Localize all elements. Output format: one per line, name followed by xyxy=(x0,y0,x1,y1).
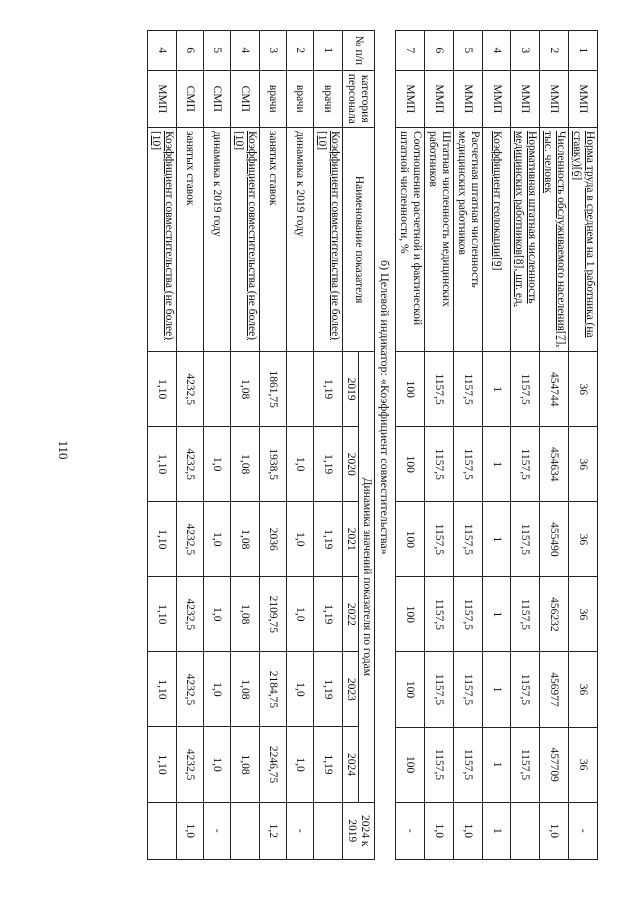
indicator-caption: б) Целевой индикатор: «Коэффициент совместительства» xyxy=(378,260,392,555)
row-value: 1,19 xyxy=(314,727,343,802)
row-value: 36 xyxy=(569,502,598,577)
row-indicator-name: занятых ставок xyxy=(260,127,287,351)
row-value: 1,10 xyxy=(148,577,177,652)
row-number: 7 xyxy=(396,31,425,71)
row-number: 5 xyxy=(454,31,483,71)
row-value: 100 xyxy=(396,502,425,577)
row-indicator-name: динамика к 2019 году xyxy=(287,127,314,351)
table-row xyxy=(511,31,540,860)
row-value: 36 xyxy=(569,577,598,652)
table-row xyxy=(454,31,483,860)
header-indicator-name: Наименование показателя xyxy=(343,127,375,351)
row-value: 456232 xyxy=(540,577,569,652)
row-ratio xyxy=(231,802,260,859)
row-number: 4 xyxy=(231,31,260,71)
row-number: 4 xyxy=(483,31,511,71)
header-year: 2022 xyxy=(343,577,359,652)
row-value: 454634 xyxy=(540,427,569,502)
row-value: 100 xyxy=(396,577,425,652)
table-row xyxy=(260,31,287,860)
row-value: 1,0 xyxy=(287,427,314,502)
row-value: 1,10 xyxy=(148,652,177,727)
row-value: 1,19 xyxy=(314,652,343,727)
row-value: 100 xyxy=(396,727,425,802)
row-value: 1,0 xyxy=(204,427,231,502)
row-value: 1,19 xyxy=(314,427,343,502)
row-value: 1,0 xyxy=(287,502,314,577)
row-category: врачи xyxy=(287,70,314,127)
row-category: ММП xyxy=(148,70,177,127)
row-category: СМП xyxy=(231,70,260,127)
row-number: 2 xyxy=(540,31,569,71)
row-value: 1,19 xyxy=(314,577,343,652)
row-category: ММП xyxy=(425,70,454,127)
row-indicator-name: Соотношение расчетной и фактической штатной численности, % xyxy=(396,127,425,351)
header-category: категория персонала xyxy=(343,70,375,127)
row-value: 455490 xyxy=(540,502,569,577)
row-value: 1157,5 xyxy=(425,727,454,802)
staffing-table-body xyxy=(396,31,598,860)
row-indicator-name: Коэффициент совместительства (не более) [10] xyxy=(231,127,260,351)
row-value: 1861,75 xyxy=(260,352,287,427)
row-value: 1,19 xyxy=(314,352,343,427)
row-number: 4 xyxy=(148,31,177,71)
row-indicator-name: Коэффициент совместительства (не более) [10] xyxy=(148,127,177,351)
row-value: 100 xyxy=(396,352,425,427)
row-value: 1,0 xyxy=(204,727,231,802)
row-ratio: - xyxy=(569,802,598,859)
table-row xyxy=(314,31,343,860)
header-year: 2021 xyxy=(343,502,359,577)
row-value: 1,0 xyxy=(287,577,314,652)
page-number: 110 xyxy=(56,440,71,460)
row-category: ММП xyxy=(540,70,569,127)
header-number: № п/п xyxy=(343,31,375,71)
row-value: 1938,5 xyxy=(260,427,287,502)
row-value: 1,0 xyxy=(204,652,231,727)
row-value: 1,0 xyxy=(287,652,314,727)
table-row xyxy=(540,31,569,860)
row-ratio: - xyxy=(396,802,425,859)
row-value: 1157,5 xyxy=(511,727,540,802)
row-number: 1 xyxy=(314,31,343,71)
row-value: 1157,5 xyxy=(425,502,454,577)
row-indicator-name: Расчетная штатная численность медицинских работников xyxy=(454,127,483,351)
row-value: 1157,5 xyxy=(454,352,483,427)
row-ratio: 1 xyxy=(483,802,511,859)
header-year: 2023 xyxy=(343,652,359,727)
row-value: 2246,75 xyxy=(260,727,287,802)
row-indicator-name: Численность обслуживаемого населения[7], тыс. человек xyxy=(540,127,569,351)
row-value: 1157,5 xyxy=(425,352,454,427)
row-value: 1,10 xyxy=(148,427,177,502)
table-row xyxy=(287,31,314,860)
table-row xyxy=(396,31,425,860)
coefficient-table xyxy=(147,30,375,860)
row-ratio: 1,0 xyxy=(540,802,569,859)
row-value: 100 xyxy=(396,652,425,727)
row-value: 1 xyxy=(483,352,511,427)
row-category: ММП xyxy=(454,70,483,127)
row-value: 1,10 xyxy=(148,502,177,577)
row-category: СМП xyxy=(204,70,231,127)
row-value: 1 xyxy=(483,652,511,727)
row-indicator-name: динамика к 2019 году xyxy=(204,127,231,351)
row-value: 1157,5 xyxy=(511,577,540,652)
row-value: 1,08 xyxy=(231,352,260,427)
row-value: 2109,75 xyxy=(260,577,287,652)
row-ratio: 1,2 xyxy=(260,802,287,859)
header-ratio: 2024 к 2019 xyxy=(343,802,375,859)
table-row xyxy=(483,31,511,860)
row-category: ММП xyxy=(483,70,511,127)
row-value: 1157,5 xyxy=(425,652,454,727)
row-value: 456977 xyxy=(540,652,569,727)
table-row xyxy=(204,31,231,860)
rotated-content xyxy=(68,30,598,860)
row-value: 36 xyxy=(569,352,598,427)
row-value: 454744 xyxy=(540,352,569,427)
row-value: 1157,5 xyxy=(425,427,454,502)
row-value: 1157,5 xyxy=(454,427,483,502)
row-value: 1,19 xyxy=(314,502,343,577)
row-number: 6 xyxy=(177,31,204,71)
row-value: 1157,5 xyxy=(425,577,454,652)
row-number: 5 xyxy=(204,31,231,71)
row-value: 1157,5 xyxy=(511,502,540,577)
row-value: 1,08 xyxy=(231,427,260,502)
header-year: 2019 xyxy=(343,352,359,427)
header-dynamics: Динамика значений показателя по годам xyxy=(359,352,375,802)
row-number: 2 xyxy=(287,31,314,71)
row-value: 2184,75 xyxy=(260,652,287,727)
row-value: 1157,5 xyxy=(454,577,483,652)
row-value: 1,08 xyxy=(231,652,260,727)
row-indicator-name: Коэффициент геолокации[9] xyxy=(483,127,511,351)
table-row xyxy=(425,31,454,860)
row-category: врачи xyxy=(314,70,343,127)
row-value: 1,08 xyxy=(231,502,260,577)
row-value: 1 xyxy=(483,727,511,802)
row-value: 1157,5 xyxy=(511,427,540,502)
row-value: 4232,5 xyxy=(177,652,204,727)
row-category: ММП xyxy=(511,70,540,127)
row-value: 36 xyxy=(569,727,598,802)
row-value: 4232,5 xyxy=(177,352,204,427)
table-row xyxy=(231,31,260,860)
row-value: 1 xyxy=(483,502,511,577)
row-value: 4232,5 xyxy=(177,727,204,802)
row-value: 2036 xyxy=(260,502,287,577)
table-row xyxy=(569,31,598,860)
row-value: 1,0 xyxy=(204,502,231,577)
row-ratio xyxy=(511,802,540,859)
row-ratio: - xyxy=(287,802,314,859)
row-ratio xyxy=(314,802,343,859)
row-value xyxy=(287,352,314,427)
row-number: 6 xyxy=(425,31,454,71)
row-value: 4232,5 xyxy=(177,502,204,577)
row-ratio: 1,0 xyxy=(454,802,483,859)
row-category: СМП xyxy=(177,70,204,127)
row-value: 4232,5 xyxy=(177,427,204,502)
row-indicator-name: занятых ставок xyxy=(177,127,204,351)
row-value: 457709 xyxy=(540,727,569,802)
row-ratio: 1,0 xyxy=(177,802,204,859)
row-indicator-name: Норма труда в среднем на 1 работника (на ставку)[6] xyxy=(569,127,598,351)
row-value: 1,08 xyxy=(231,727,260,802)
row-category: ММП xyxy=(396,70,425,127)
row-value: 1157,5 xyxy=(454,502,483,577)
row-value: 1157,5 xyxy=(511,652,540,727)
row-value: 1,0 xyxy=(204,577,231,652)
row-value: 100 xyxy=(396,427,425,502)
row-ratio xyxy=(148,802,177,859)
staffing-table xyxy=(395,30,598,860)
table-row xyxy=(148,31,177,860)
row-indicator-name: Коэффициент совместительства (не более) [10] xyxy=(314,127,343,351)
row-value: 1157,5 xyxy=(454,652,483,727)
row-value: 4232,5 xyxy=(177,577,204,652)
header-year: 2024 xyxy=(343,727,359,802)
row-indicator-name: Нормативная штатная численность медицинских работников[8], шт. ед. xyxy=(511,127,540,351)
coefficient-table-body xyxy=(148,31,343,860)
row-number: 1 xyxy=(569,31,598,71)
row-value xyxy=(204,352,231,427)
row-number: 3 xyxy=(511,31,540,71)
row-ratio: - xyxy=(204,802,231,859)
row-indicator-name: Штатная численность медицинских работников xyxy=(425,127,454,351)
row-value: 1,10 xyxy=(148,352,177,427)
row-value: 1,0 xyxy=(287,727,314,802)
row-number: 3 xyxy=(260,31,287,71)
row-category: ММП xyxy=(569,70,598,127)
row-value: 1 xyxy=(483,577,511,652)
row-value: 1 xyxy=(483,427,511,502)
row-value: 36 xyxy=(569,652,598,727)
table-row xyxy=(177,31,204,860)
row-ratio: 1,0 xyxy=(425,802,454,859)
row-value: 1,10 xyxy=(148,727,177,802)
row-category: врачи xyxy=(260,70,287,127)
row-value: 1157,5 xyxy=(511,352,540,427)
row-value: 36 xyxy=(569,427,598,502)
row-value: 1157,5 xyxy=(454,727,483,802)
row-value: 1,08 xyxy=(231,577,260,652)
header-year: 2020 xyxy=(343,427,359,502)
